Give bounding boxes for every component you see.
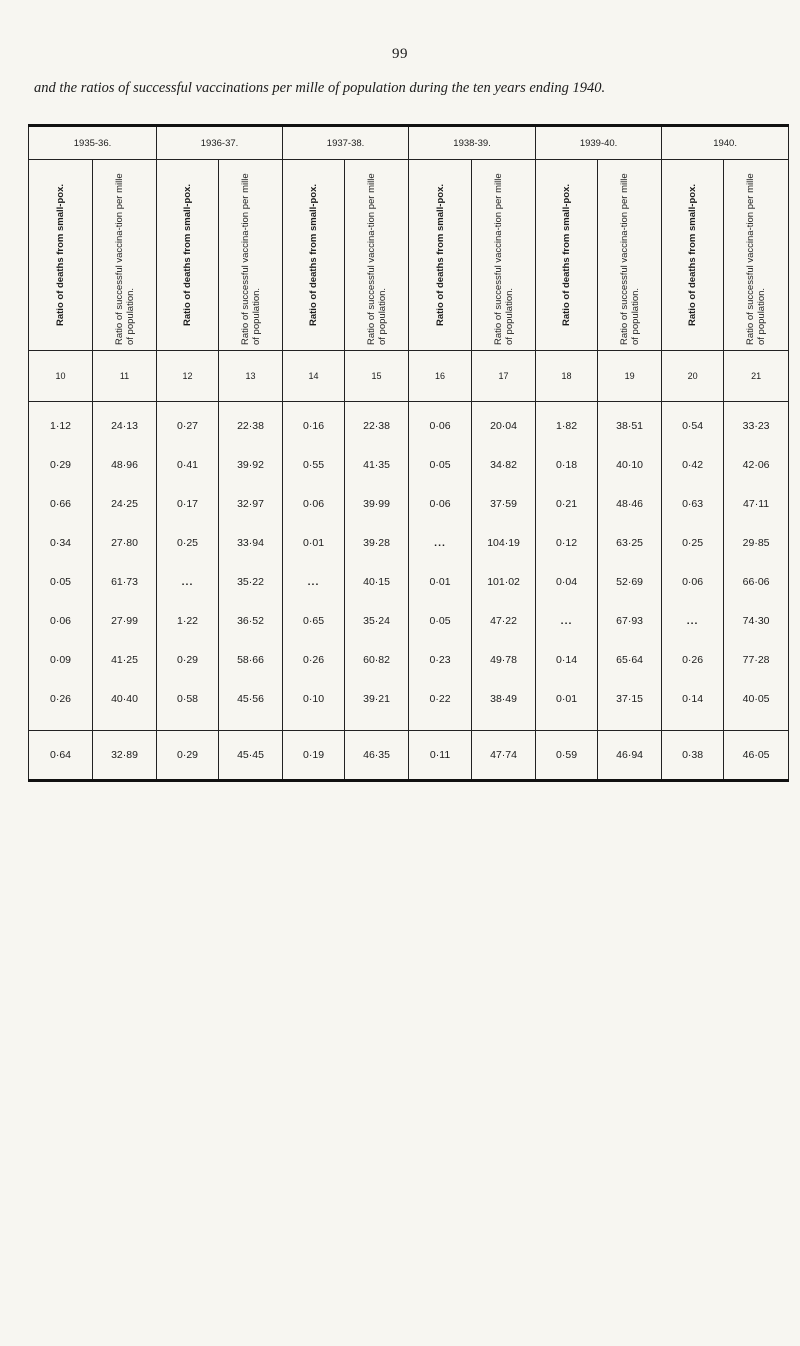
table-cell: 37·15	[598, 679, 662, 718]
table-cell: 41·25	[93, 640, 157, 679]
column-header-text: Ratio of deaths from small-pox.	[561, 184, 573, 326]
column-header-text: Ratio of deaths from small-pox.	[182, 184, 194, 326]
table-cell: 0·29	[29, 445, 93, 484]
column-number: 13	[219, 351, 283, 402]
column-number: 12	[157, 351, 219, 402]
table-cell: 0·26	[283, 640, 345, 679]
table-caption: and the ratios of successful vaccinations per mille of population during the ten years ending 1940.	[34, 80, 606, 96]
table-cell: 0·06	[662, 562, 724, 601]
table-cell: 33·23	[724, 402, 789, 446]
table-cell: 60·82	[345, 640, 409, 679]
table-cell: 0·25	[157, 523, 219, 562]
vaccination-table	[28, 124, 789, 782]
table-cell: 20·04	[472, 402, 536, 446]
table-cell: 0·16	[283, 402, 345, 446]
column-header-text: Ratio of deaths from small-pox.	[55, 184, 66, 326]
table-cell: 36·52	[219, 601, 283, 640]
total-cell: 0·64	[29, 731, 93, 781]
spacer-cell	[93, 718, 157, 731]
year-header: 1935-36.	[29, 126, 157, 160]
table-cell: 104·19	[472, 523, 536, 562]
table-cell: 66·06	[724, 562, 789, 601]
column-number: 17	[472, 351, 536, 402]
table-cell: 24·25	[93, 484, 157, 523]
table-cell: 0·06	[283, 484, 345, 523]
spacer-cell	[662, 718, 724, 731]
table-cell: 0·66	[29, 484, 93, 523]
table-cell: 40·40	[93, 679, 157, 718]
column-header-deaths	[283, 160, 345, 351]
table-cell: 58·66	[219, 640, 283, 679]
table-cell: 65·64	[598, 640, 662, 679]
column-number: 18	[536, 351, 598, 402]
total-cell: 32·89	[93, 731, 157, 781]
table-cell: ...	[157, 562, 219, 601]
table-cell: 38·49	[472, 679, 536, 718]
table-cell: 0·09	[29, 640, 93, 679]
spacer-cell	[724, 718, 789, 731]
total-cell: 0·11	[409, 731, 472, 781]
table-cell: 0·63	[662, 484, 724, 523]
column-header-vaccination	[598, 160, 662, 351]
table-cell: 45·56	[219, 679, 283, 718]
table-cell: 0·10	[283, 679, 345, 718]
table-cell: 0·26	[29, 679, 93, 718]
table-cell: 67·93	[598, 601, 662, 640]
column-header-text: Ratio of deaths from small-pox.	[434, 184, 446, 326]
table-cell: ...	[283, 562, 345, 601]
table-cell: 0·29	[157, 640, 219, 679]
column-number-row	[29, 351, 789, 402]
table-cell: 41·35	[345, 445, 409, 484]
spacer-cell	[345, 718, 409, 731]
table-row	[29, 445, 789, 484]
total-cell: 45·45	[219, 731, 283, 781]
column-header-text: Ratio of successful vaccina-tion per mille of population.	[113, 173, 136, 345]
table-cell: 39·92	[219, 445, 283, 484]
table-cell: 0·05	[409, 445, 472, 484]
table-cell: 0·06	[409, 484, 472, 523]
column-number: 20	[662, 351, 724, 402]
column-header-deaths	[536, 160, 598, 351]
table-cell: 0·42	[662, 445, 724, 484]
column-number: 14	[283, 351, 345, 402]
table-cell: 40·05	[724, 679, 789, 718]
spacer-cell	[472, 718, 536, 731]
table-cell: 0·65	[283, 601, 345, 640]
spacer-cell	[283, 718, 345, 731]
table-cell: 0·23	[409, 640, 472, 679]
totals-row	[29, 731, 789, 781]
table-cell: 0·18	[536, 445, 598, 484]
table-cell: 22·38	[219, 402, 283, 446]
table-cell: 24·13	[93, 402, 157, 446]
table-cell: 0·17	[157, 484, 219, 523]
column-header-deaths	[662, 160, 724, 351]
table-cell: 39·21	[345, 679, 409, 718]
total-cell: 46·05	[724, 731, 789, 781]
column-number: 15	[345, 351, 409, 402]
table-row	[29, 679, 789, 718]
table-cell: 0·12	[536, 523, 598, 562]
spacer-cell	[157, 718, 219, 731]
table-cell: 0·14	[662, 679, 724, 718]
column-number: 11	[93, 351, 157, 402]
table-cell: 49·78	[472, 640, 536, 679]
table-cell: 0·55	[283, 445, 345, 484]
table-cell: 0·58	[157, 679, 219, 718]
table-cell: 1·12	[29, 402, 93, 446]
table-cell: 35·24	[345, 601, 409, 640]
total-cell: 0·59	[536, 731, 598, 781]
table-cell: 1·82	[536, 402, 598, 446]
total-cell: 47·74	[472, 731, 536, 781]
table-cell: 0·41	[157, 445, 219, 484]
table-cell: 0·27	[157, 402, 219, 446]
table-cell: 48·46	[598, 484, 662, 523]
table-cell: 101·02	[472, 562, 536, 601]
total-cell: 46·94	[598, 731, 662, 781]
spacer-cell	[409, 718, 472, 731]
table-cell: 1·22	[157, 601, 219, 640]
table-cell: 0·22	[409, 679, 472, 718]
table-cell: 42·06	[724, 445, 789, 484]
total-cell: 0·29	[157, 731, 219, 781]
table-cell: 0·34	[29, 523, 93, 562]
table-cell: 0·05	[409, 601, 472, 640]
table-cell: ...	[536, 601, 598, 640]
spacer-cell	[598, 718, 662, 731]
table-cell: 0·04	[536, 562, 598, 601]
column-number: 19	[598, 351, 662, 402]
column-header-text: Ratio of deaths from small-pox.	[308, 184, 320, 326]
table-row	[29, 601, 789, 640]
column-header-text: Ratio of successful vaccina-tion per mille of population.	[492, 173, 515, 345]
table-cell: 47·22	[472, 601, 536, 640]
table-cell: 0·25	[662, 523, 724, 562]
column-header-text: Ratio of deaths from small-pox.	[687, 184, 699, 326]
page-number: 99	[392, 46, 408, 62]
table-row	[29, 402, 789, 446]
column-header-vaccination	[219, 160, 283, 351]
column-header-text: Ratio of successful vaccina-tion per mille of population.	[745, 173, 768, 345]
table-cell: 35·22	[219, 562, 283, 601]
table-cell: 61·73	[93, 562, 157, 601]
table-cell: 47·11	[724, 484, 789, 523]
table-cell: 0·14	[536, 640, 598, 679]
table-row	[29, 562, 789, 601]
column-header-text: Ratio of successful vaccina-tion per mille of population.	[618, 173, 641, 345]
table-cell: 0·54	[662, 402, 724, 446]
table-cell: 32·97	[219, 484, 283, 523]
table-cell: 34·82	[472, 445, 536, 484]
table-cell: ...	[662, 601, 724, 640]
column-header-deaths	[157, 160, 219, 351]
table-cell: 0·06	[409, 402, 472, 446]
table-cell: 22·38	[345, 402, 409, 446]
table-cell: 39·99	[345, 484, 409, 523]
table-cell: 39·28	[345, 523, 409, 562]
table-row	[29, 523, 789, 562]
table-cell: 40·10	[598, 445, 662, 484]
spacer-cell	[219, 718, 283, 731]
year-header: 1936-37.	[157, 126, 283, 160]
year-header: 1940.	[662, 126, 789, 160]
table-cell: 0·01	[409, 562, 472, 601]
table-cell: 0·26	[662, 640, 724, 679]
column-header-vaccination	[93, 160, 157, 351]
table-cell: 52·69	[598, 562, 662, 601]
table-cell: 63·25	[598, 523, 662, 562]
table-cell: 27·99	[93, 601, 157, 640]
spacer-cell	[536, 718, 598, 731]
table-cell: 29·85	[724, 523, 789, 562]
table-cell: 48·96	[93, 445, 157, 484]
spacer-row	[29, 718, 789, 731]
year-header: 1937-38.	[283, 126, 409, 160]
table-cell: 0·06	[29, 601, 93, 640]
column-header-vaccination	[472, 160, 536, 351]
column-number: 10	[29, 351, 93, 402]
table-cell: 37·59	[472, 484, 536, 523]
table-cell: 40·15	[345, 562, 409, 601]
table-cell: 33·94	[219, 523, 283, 562]
spacer-cell	[29, 718, 93, 731]
column-header-text: Ratio of successful vaccina-tion per mille of population.	[239, 173, 262, 345]
table-row	[29, 640, 789, 679]
column-header-text: Ratio of successful vaccina-tion per mille of population.	[365, 173, 388, 345]
year-header: 1938-39.	[409, 126, 536, 160]
column-header-vaccination	[724, 160, 789, 351]
total-cell: 0·38	[662, 731, 724, 781]
table-cell: 0·01	[536, 679, 598, 718]
column-header-vaccination	[345, 160, 409, 351]
table-cell: 0·01	[283, 523, 345, 562]
table-cell: 77·28	[724, 640, 789, 679]
table-cell: 38·51	[598, 402, 662, 446]
table-cell: ...	[409, 523, 472, 562]
total-cell: 46·35	[345, 731, 409, 781]
table-cell: 27·80	[93, 523, 157, 562]
table-cell: 74·30	[724, 601, 789, 640]
table-cell: 0·21	[536, 484, 598, 523]
total-cell: 0·19	[283, 731, 345, 781]
column-header-deaths	[409, 160, 472, 351]
column-number: 21	[724, 351, 789, 402]
column-header-deaths	[29, 160, 93, 351]
column-number: 16	[409, 351, 472, 402]
year-header: 1939-40.	[536, 126, 662, 160]
table-cell: 0·05	[29, 562, 93, 601]
table-row	[29, 484, 789, 523]
